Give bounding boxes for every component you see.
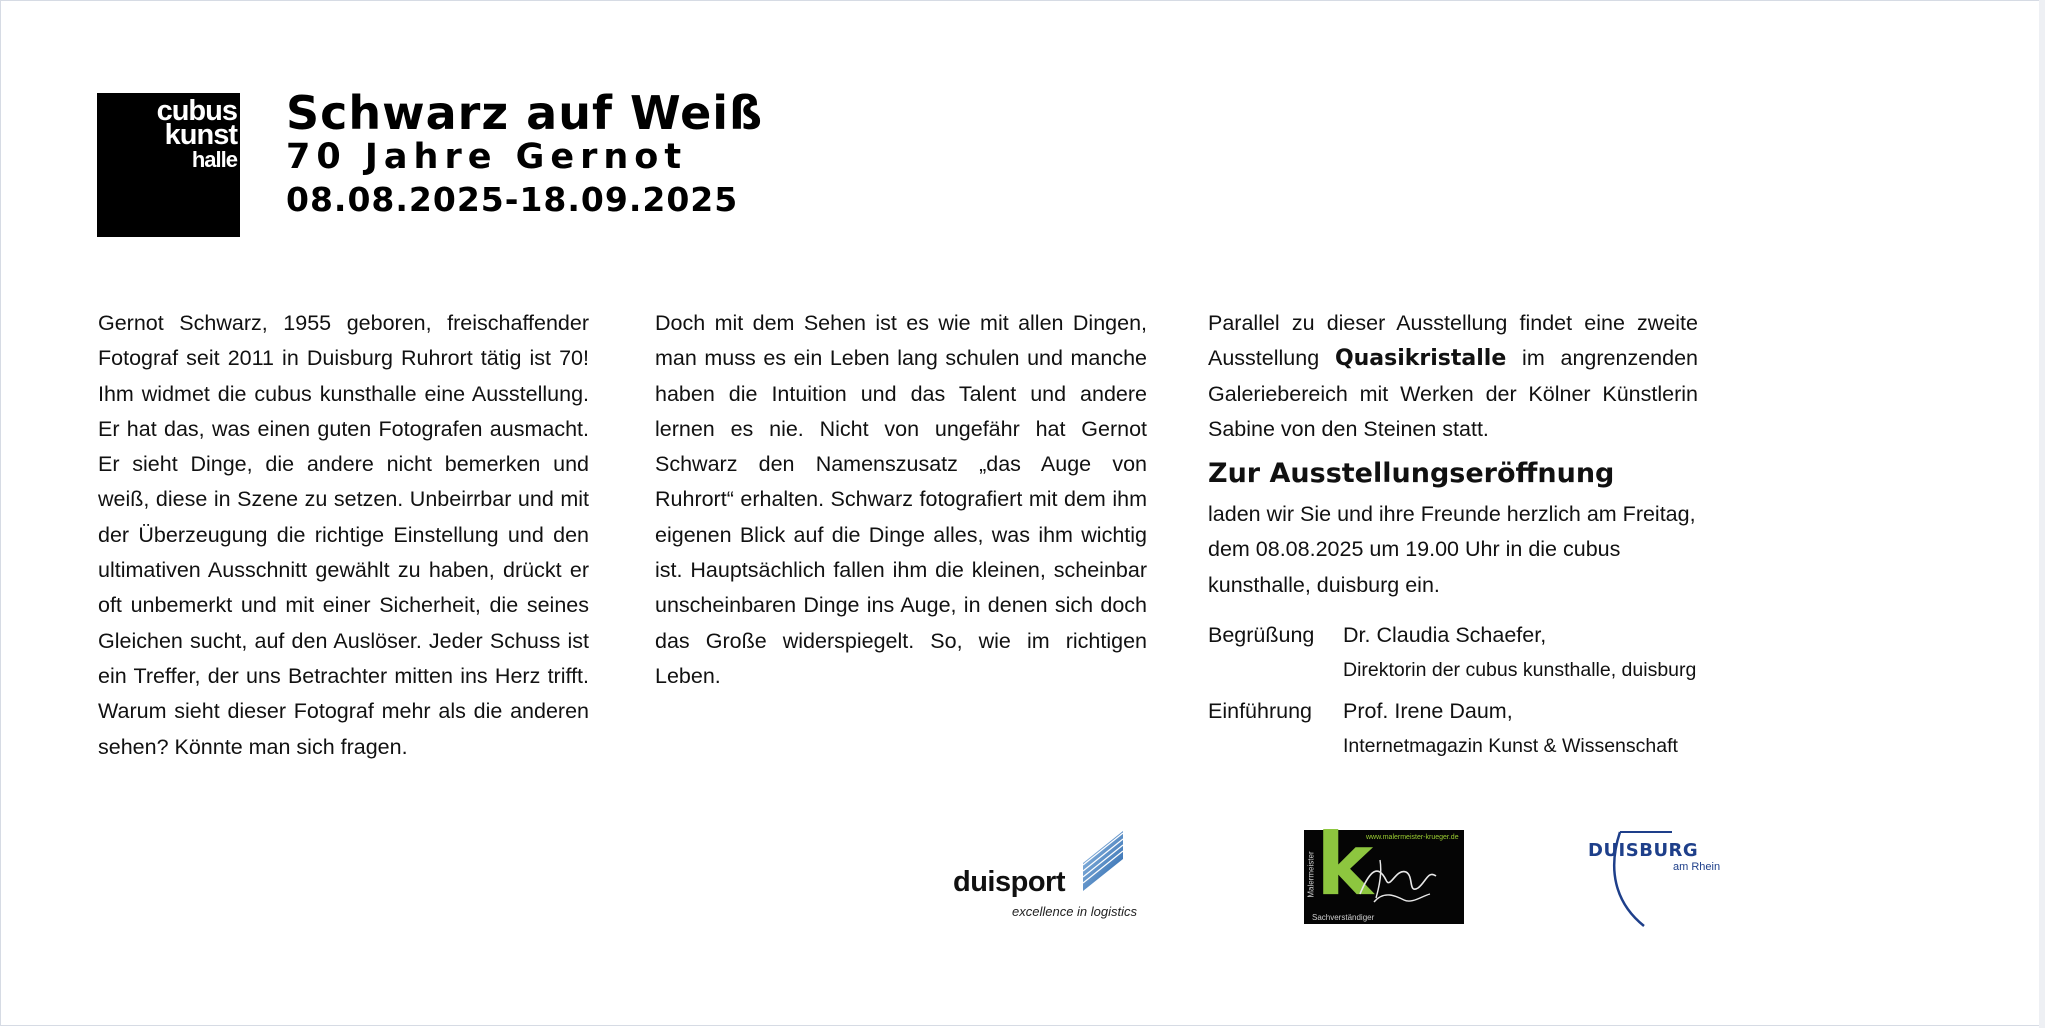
parallel-text-before: Parallel zu dieser Ausstellung findet eine zweite Ausstellung xyxy=(1208,311,1698,371)
maler-footer: Sachverständiger xyxy=(1312,913,1375,922)
exhibition-subtitle: 70 Jahre Gernot xyxy=(286,137,688,177)
logo-line-2: kunst xyxy=(164,119,237,151)
program-label: Begrüßung xyxy=(1208,623,1315,648)
column-seeing xyxy=(655,306,1147,694)
exhibition-dates: 08.08.2025-18.09.2025 xyxy=(286,180,739,219)
maler-vertical-label: Malermeister xyxy=(1306,851,1316,898)
duisport-name: duisport xyxy=(953,866,1065,898)
maler-signature-icon xyxy=(1356,850,1440,910)
exhibition-title: Schwarz auf Weiß xyxy=(286,86,764,140)
duisport-tagline: excellence in logistics xyxy=(1012,904,1138,919)
duisport-wave-icon xyxy=(1079,825,1127,891)
seeing-text: Doch mit dem Sehen ist es wie mit allen Dingen, man muss es ein Leben lang schulen und manche haben die Intuition und das Talent und andere lernen es nie. Nicht von ungefähr hat Gernot Schwarz den Namenszusatz „das Auge von Ruhrort“ erhalten. Schwarz fotografiert mit dem ihm eigenen Blick auf die Dinge alles, was ihm wichtig ist. Hauptsächlich fallen ihm die kleinen, scheinbar unscheinbaren Dinge ins Auge, in denen sich doch das Große widerspiegelt. So, wie im richtigen Leben. xyxy=(655,311,1147,688)
duisport-logo xyxy=(950,822,1138,922)
program-list xyxy=(1208,617,1698,763)
program-speaker-role: Direktorin der cubus kunsthalle, duisburg xyxy=(1343,659,1697,682)
column-opening xyxy=(1208,306,1698,763)
column-intro xyxy=(98,306,589,765)
cubus-kunsthalle-logo xyxy=(97,93,240,237)
program-speaker-name: Prof. Irene Daum, xyxy=(1343,699,1513,724)
opening-heading: Zur Ausstellungseröffnung xyxy=(1208,458,1615,490)
program-speaker-role: Internetmagazin Kunst & Wissenschaft xyxy=(1343,735,1678,758)
parallel-text-after: im angrenzenden Galeriebereich mit Werken der Kölner Künstlerin Sabine von den Steinen statt. xyxy=(1208,346,1698,441)
program-label: Einführung xyxy=(1208,699,1312,724)
duisburg-logo xyxy=(1580,828,1721,928)
parallel-exhibition-text xyxy=(1208,306,1698,447)
duisburg-subtitle: am Rhein xyxy=(1673,861,1721,873)
logo-line-3: halle xyxy=(191,147,237,172)
duisburg-name: DUISBURG xyxy=(1588,840,1699,861)
maler-url: www.malermeister-krueger.de xyxy=(1366,834,1459,841)
malermeister-logo xyxy=(1304,815,1464,924)
page-edge xyxy=(2039,0,2045,1028)
invitation-text: laden wir Sie und ihre Freunde herzlich am Freitag, dem 08.08.2025 um 19.00 Uhr in die cubus kunsthalle, duisburg ein. xyxy=(1208,502,1696,597)
intro-text: Gernot Schwarz, 1955 geboren, freischaffender Fotograf seit 2011 in Duisburg Ruhrort tätig ist 70! Ihm widmet die cubus kunsthalle eine Ausstellung. Er hat das, was einen guten Fotografen ausmacht. Er sieht Dinge, die andere nicht bemerken und weiß, diese in Szene zu setzen. Unbeirrbar und mit der Überzeugung die richtige Einstellung und den ultimativen Ausschnitt gewählt zu haben, drückt er oft unbemerkt und mit einer Sicherheit, die seines Gleichen sucht, auf den Auslöser. Jeder Schuss ist ein Treffer, der uns Betrachter mitten ins Herz trifft. Warum sieht dieser Fotograf mehr als die anderen sehen? Könnte man sich fragen. xyxy=(98,311,589,759)
logo-line-1: cubus xyxy=(156,95,237,127)
quasikristalle-highlight: Quasikristalle xyxy=(1334,346,1507,372)
program-speaker-name: Dr. Claudia Schaefer, xyxy=(1343,623,1547,648)
maler-letter: k xyxy=(1316,815,1374,915)
